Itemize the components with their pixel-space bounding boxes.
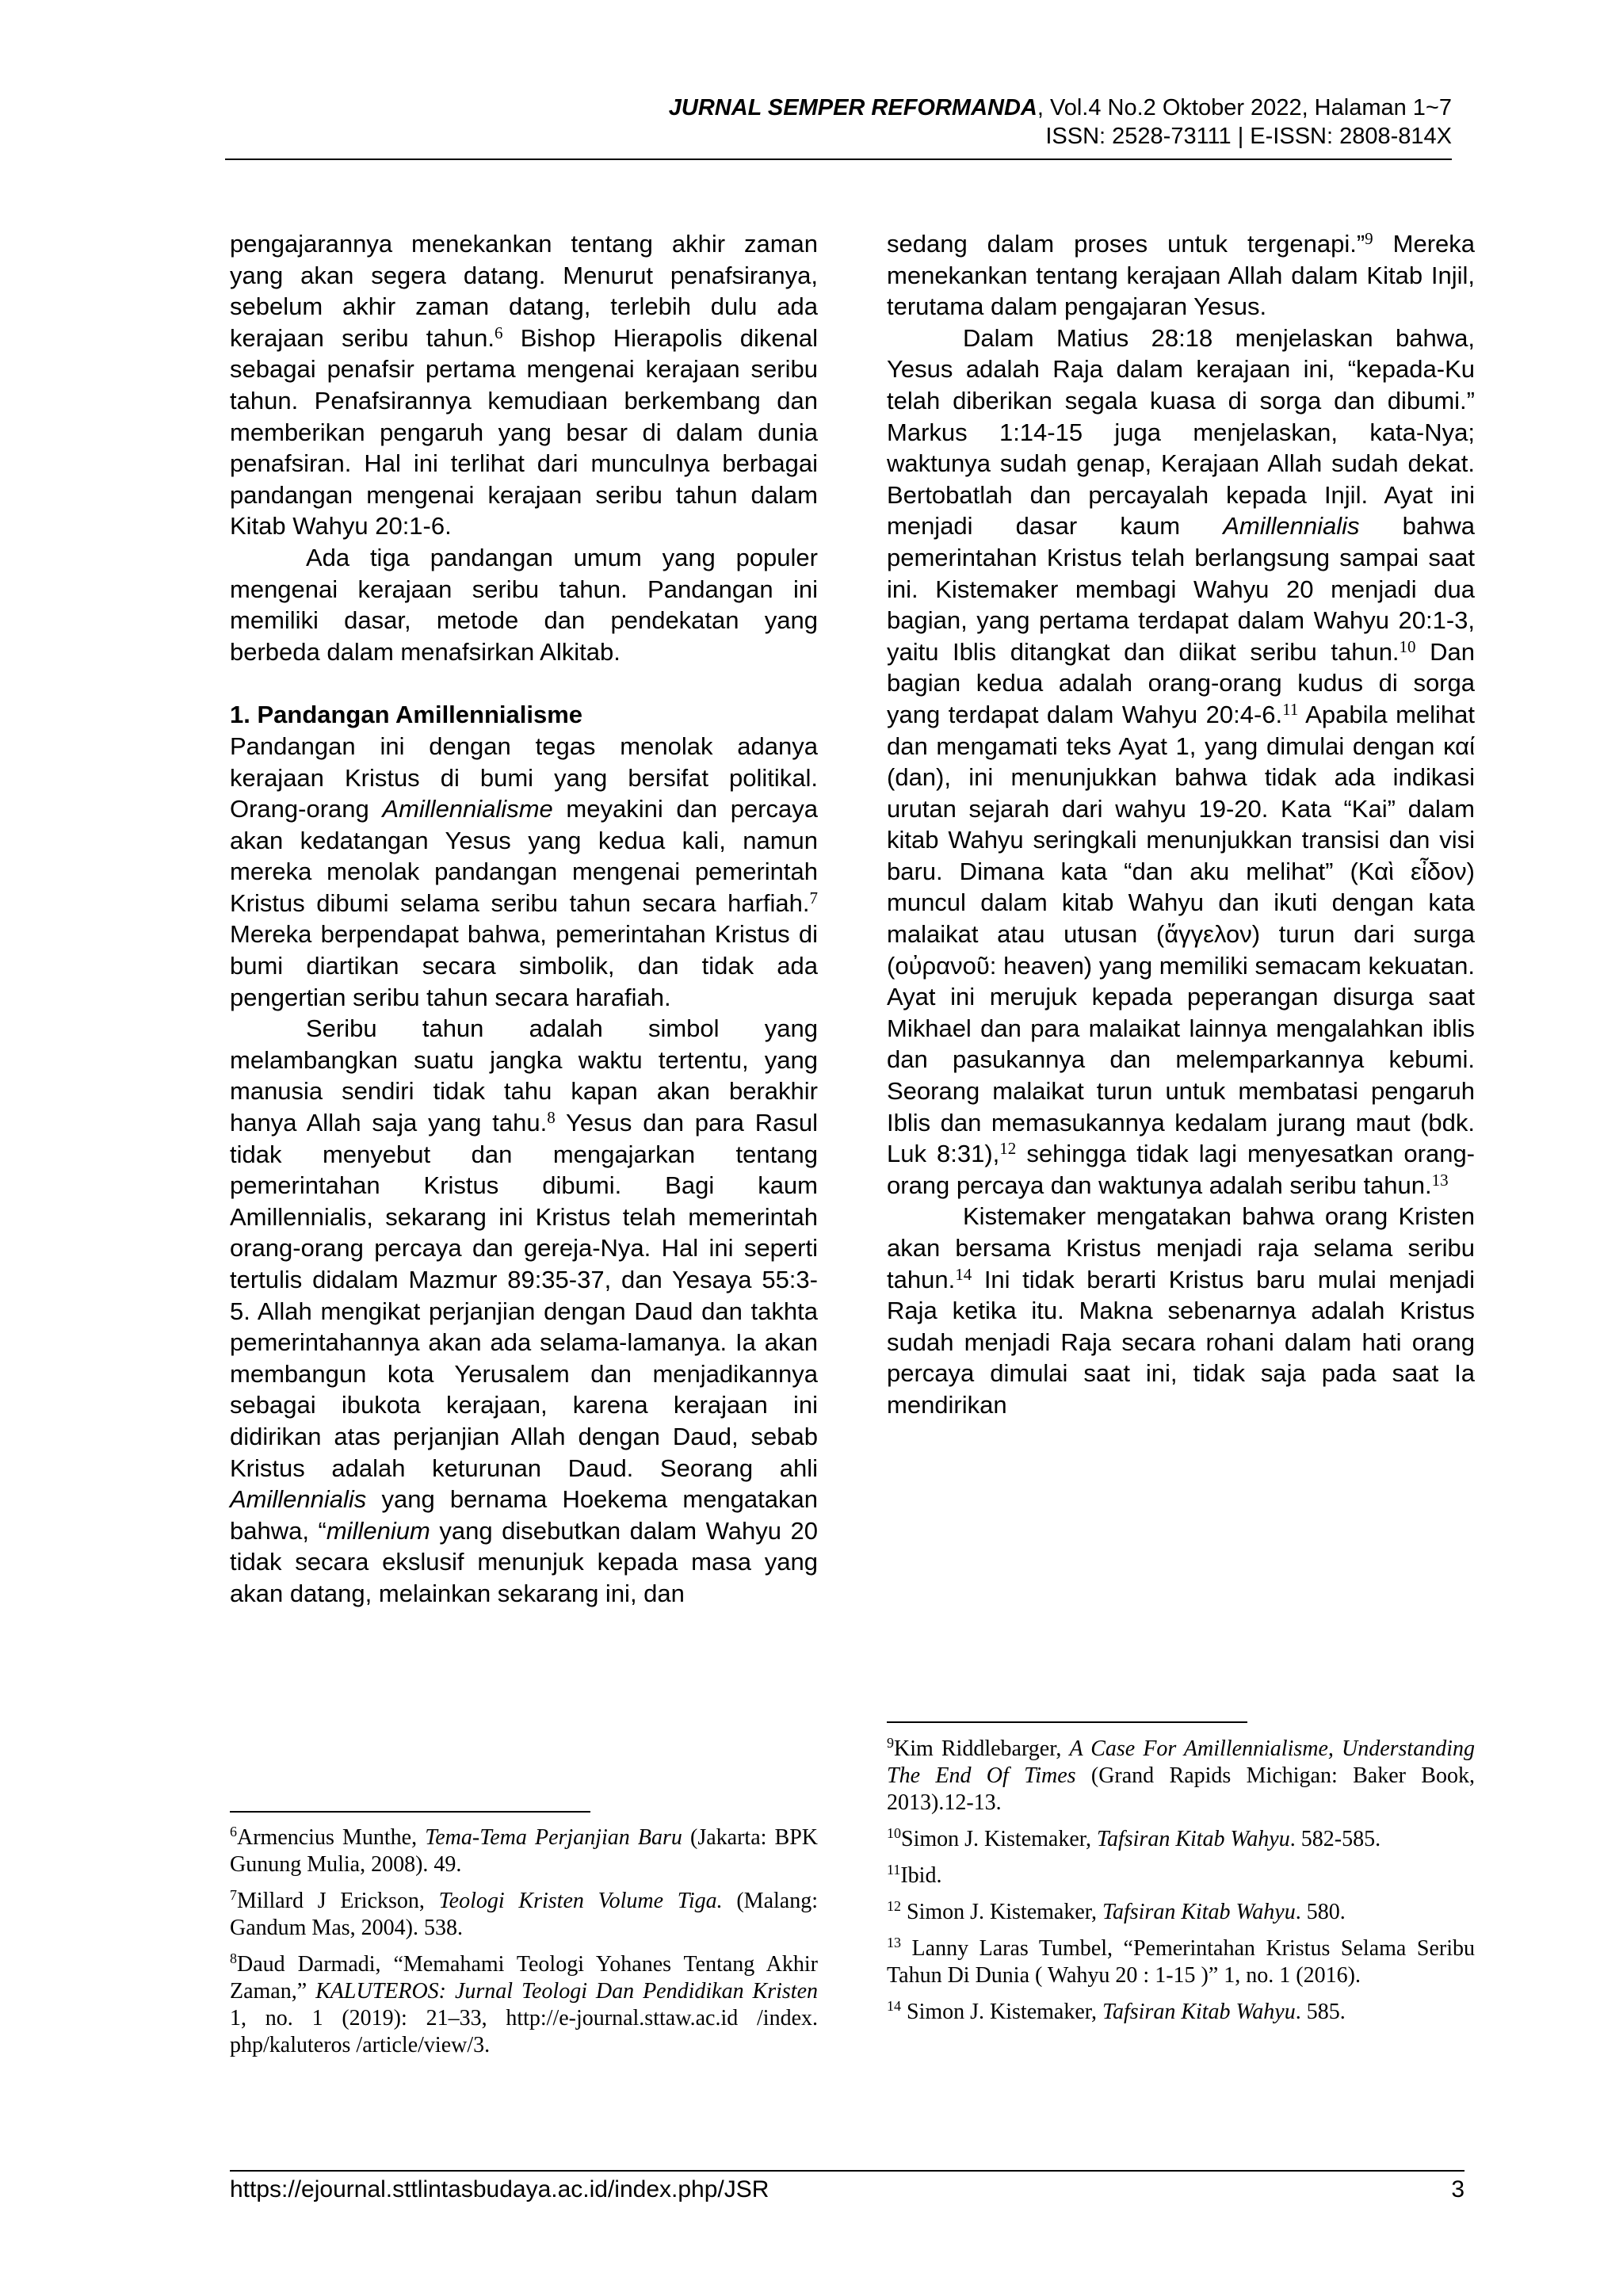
text-run: Bishop Hierapolis dikenal sebagai penafsir pertama mengenai kerajaan seribu tahun. Penafsirannya kemudiaan berkembang dan memberikan pengaruh yang besar di dalam dunia penafsiran. Hal ini terlihat dari munculnya berbagai pandangan mengenai kerajaan seribu tahun dalam Kitab Wahyu 20:1-6. [230, 323, 818, 541]
footnote-ref[interactable]: 11 [1282, 699, 1299, 719]
text-run: bahwa pemerintahan Kristus telah berlangsung sampai saat ini. Kistemaker membagi Wahyu 20 menjadi dua bagian, yang pertama terdapat dalam Wahyu 20:1-3, yaitu Iblis ditangkat dan diikat seribu tahun. [887, 512, 1476, 666]
text-run: Mereka berpendapat bahwa, pemerintahan Kristus di bumi diartikan secara simbolik, dan tidak ada pengertian seribu tahun secara harafiah. [230, 920, 818, 1011]
text-run: (Grand Rapids Michigan: Baker Book, 2013).12-13. [887, 1763, 1475, 1815]
text-run: Daud Darmadi, “Memahami Teologi Yohanes Tentang Akhir Zaman,” [230, 1952, 818, 2004]
footnote-ref[interactable]: 7 [809, 888, 818, 907]
text-run: (Jakarta: BPK Gunung Mulia, 2008). 49. [230, 1825, 819, 1877]
right-column [887, 228, 1475, 1421]
text-run: (Malang: Gandum Mas, 2004). 538. [230, 1889, 818, 1940]
text-run: . 582-585. [1289, 1827, 1381, 1851]
right-footnotes [887, 1736, 1475, 2035]
footnote-ref[interactable]: 8 [547, 1108, 556, 1128]
text-run: Simon J. Kistemaker, [901, 1827, 1097, 1851]
text-run: yang bernama Hoekema mengatakan bahwa, “ [230, 1485, 818, 1545]
footnote [230, 1888, 818, 1942]
left-column [230, 228, 818, 1610]
left-footnotes [230, 1824, 818, 2069]
footer-rule [230, 2170, 1465, 2172]
footnote [230, 1951, 818, 2059]
text-run: Ini tidak berarti Kristus baru mulai menjadi Raja ketika itu. Makna sebenarnya adalah Kristus sudah menjadi Raja secara rohani dalam hati orang percaya dimulai saat ini, tidak saja pada saat Ia mendirikan [887, 1265, 1475, 1419]
header-journal-line [669, 94, 1452, 122]
footnote-number: 7 [230, 1887, 237, 1903]
text-run: Dalam Matius 28:18 menjelaskan bahwa, Yesus adalah Raja dalam kerajaan ini, “kepada-Ku telah diberikan segala kuasa di sorga dan dibumi.” Markus 1:14-15 juga menjelaskan, kata-Nya; waktunya sudah genap, Kerajaan Allah sudah dekat. Bertobatlah dan percayalah kepada Injil. Ayat ini menjadi dasar kaum [887, 323, 1475, 541]
text-run: sedang dalam proses untuk tergenapi.” [887, 230, 1365, 258]
footnote-ref[interactable]: 12 [999, 1139, 1017, 1159]
italic-title: Tema-Tema Perjanjian Baru [425, 1825, 682, 1850]
page-number: 3 [1451, 2176, 1465, 2202]
text-run: Lanny Laras Tumbel, “Pemerintahan Kristus Selama Seribu Tahun Di Dunia ( Wahyu 20 : 1-15 )” 1, no. 1 (2016). [887, 1936, 1475, 1988]
text-run: Kim Riddlebarger, [894, 1736, 1070, 1761]
text-run: Seribu tahun adalah simbol yang melambangkan suatu jangka waktu tertentu, yang manusia sendiri tidak tahu kapan akan berakhir hanya Allah saja yang tahu. [230, 1014, 818, 1137]
paragraph [887, 228, 1475, 323]
italic-title: Tafsiran Kitab Wahyu [1102, 1900, 1296, 1924]
italic-term: Amillennialis [230, 1485, 367, 1514]
footnote [887, 1736, 1475, 1817]
italic-term: Amillennialisme [382, 795, 553, 823]
text-run: Millard J Erickson, [237, 1889, 439, 1913]
italic-term: Amillennialis [1223, 512, 1360, 541]
footnote-ref[interactable]: 10 [1399, 636, 1416, 656]
italic-title: A Case For Amillennialisme, Understanding The End Of Times [887, 1736, 1475, 1788]
text-run: . 585. [1295, 2000, 1346, 2024]
journal-name: JURNAL SEMPER REFORMANDA [668, 95, 1037, 120]
footnote-ref[interactable]: 13 [1431, 1170, 1449, 1190]
footnote-ref[interactable]: 14 [955, 1264, 972, 1284]
text-run: meyakini dan percaya akan kedatangan Yesus yang kedua kali, namun mereka menolak pandangan mengenai pemerintah Kristus dibumi selama seribu tahun secara harfiah. [230, 795, 818, 917]
footnote [887, 1862, 1475, 1889]
paragraph [230, 731, 818, 1013]
text-run: Dan bagian kedua adalah orang-orang kudus di sorga yang terdapat dalam Wahyu 20:4-6. [887, 637, 1475, 728]
paragraph [887, 1201, 1475, 1420]
footnote-separator [230, 1811, 590, 1813]
text-run: pengajarannya menekankan tentang akhir zaman yang akan segera datang. Menurut penafsiranya, sebelum akhir zaman datang, terlebih dulu ada kerajaan seribu tahun. [230, 230, 818, 352]
footnote [887, 1899, 1475, 1926]
footnote [887, 1935, 1475, 1989]
text-run: Kistemaker mengatakan bahwa orang Kristen akan bersama Kristus menjadi raja selama seribu tahun. [887, 1202, 1475, 1293]
text-run: Simon J. Kistemaker, [901, 1900, 1102, 1924]
section-heading: 1. Pandangan Amillennialisme [230, 701, 583, 729]
running-header [669, 94, 1452, 151]
footnote-number: 10 [887, 1825, 901, 1841]
text-run: Mereka menekankan tentang kerajaan Allah dalam Kitab Injil, terutama dalam pengajaran Yesus. [887, 230, 1476, 321]
footnote-number: 6 [230, 1824, 237, 1839]
text-run: sehingga tidak lagi menyesatkan orang-orang percaya dan waktunya adalah seribu tahun. [887, 1140, 1476, 1199]
text-run: Armencius Munthe, [237, 1825, 426, 1850]
footnote-number: 12 [887, 1898, 901, 1914]
footnote [887, 1999, 1475, 2026]
text-run: 1, no. 1 (2019): 21–33, http://e-journal.sttaw.ac.id /index. php/kaluteros /article/view/3. [230, 2006, 818, 2057]
text-run: Ibid. [900, 1863, 942, 1888]
footnote-ref[interactable]: 6 [494, 323, 503, 342]
footnote-number: 11 [887, 1862, 901, 1878]
paragraph [887, 323, 1475, 1201]
text-run: yang disebutkan dalam Wahyu 20 tidak secara ekslusif menunjuk kepada masa yang akan datang, melainkan sekarang ini, dan [230, 1516, 818, 1607]
italic-title: KALUTEROS: Jurnal Teologi Dan Pendidikan Kristen [315, 1979, 818, 2004]
footnote [230, 1824, 818, 1878]
text-run: Simon J. Kistemaker, [901, 2000, 1102, 2024]
spacer [230, 667, 818, 699]
text-run: Apabila melihat dan mengamati teks Ayat 1, yang dimulai dengan καί (dan), ini menunjukkan bahwa tidak ada indikasi urutan sejarah dari wahyu 19-20. Kata “Kai” dalam kitab Wahyu seringkali menunjukkan transisi dan visi baru. Dimana kata “dan aku melihat” (Καὶ εἶδον) muncul dalam kitab Wahyu dan ikuti dengan kata malaikat atau utusan (ἄγγελον) turun dari surga (οὐρανοῦ: heaven) yang memiliki semacam kekuatan. Ayat ini merujuk kepada peperangan disurga saat Mikhael dan para malaikat lainnya mengalahkan iblis dan pasukannya dan melemparkannya kebumi. Seorang malaikat turun untuk membatasi pengaruh Iblis dan memasukannya kedalam jurang maut (bdk. Luk 8:31), [887, 700, 1475, 1168]
paragraph [230, 1013, 818, 1609]
text-run: Yesus dan para Rasul tidak menyebut dan mengajarkan tentang pemerintahan Kristus dibumi. Bagi kaum Amillennialis, sekarang ini Kristus telah memerintah orang-orang percaya dan gereja-Nya. Hal ini seperti tertulis didalam Mazmur 89:35-37, dan Yesaya 55:3-5. Allah mengikat perjanjian dengan Daud dan takhta pemerintahannya akan ada selama-lamanya. Ia akan membangun kota Yerusalem dan menjadikannya sebagai ibukota kerajaan, karena kerajaan ini didirikan atas perjanjian Allah dengan Daud, sebab Kristus adalah keturunan Daud. Seorang ahli [230, 1109, 818, 1482]
footnote-separator [887, 1721, 1247, 1723]
italic-term: millenium [326, 1516, 430, 1545]
footnote [887, 1826, 1475, 1853]
footnote-number: 9 [887, 1735, 894, 1751]
italic-title: Tafsiran Kitab Wahyu [1102, 2000, 1296, 2024]
paragraph [230, 228, 818, 542]
italic-title: Tafsiran Kitab Wahyu [1096, 1827, 1290, 1851]
footnote-ref[interactable]: 9 [1365, 229, 1373, 248]
footnote-number: 13 [887, 1935, 901, 1950]
footnote-number: 14 [887, 1998, 901, 2014]
header-rule [225, 159, 1452, 160]
footer-url[interactable]: https://ejournal.sttlintasbudaya.ac.id/index.php/JSR [230, 2176, 769, 2202]
issn-line: ISSN: 2528-73111 | E-ISSN: 2808-814X [1045, 124, 1452, 149]
text-run: Pandangan ini dengan tegas menolak adanya kerajaan Kristus di bumi yang bersifat politikal. Orang-orang [230, 732, 818, 823]
issue-info: , Vol.4 No.2 Oktober 2022, Halaman 1~7 [1037, 95, 1452, 120]
paragraph: Ada tiga pandangan umum yang populer mengenai kerajaan seribu tahun. Pandangan ini memiliki dasar, metode dan pendekatan yang berbeda dalam menafsirkan Alkitab. [230, 543, 818, 666]
text-run: . 580. [1295, 1900, 1346, 1924]
page-footer [230, 2175, 1465, 2205]
footnote-number: 8 [230, 1950, 237, 1966]
italic-title: Teologi Kristen Volume Tiga. [438, 1889, 723, 1913]
